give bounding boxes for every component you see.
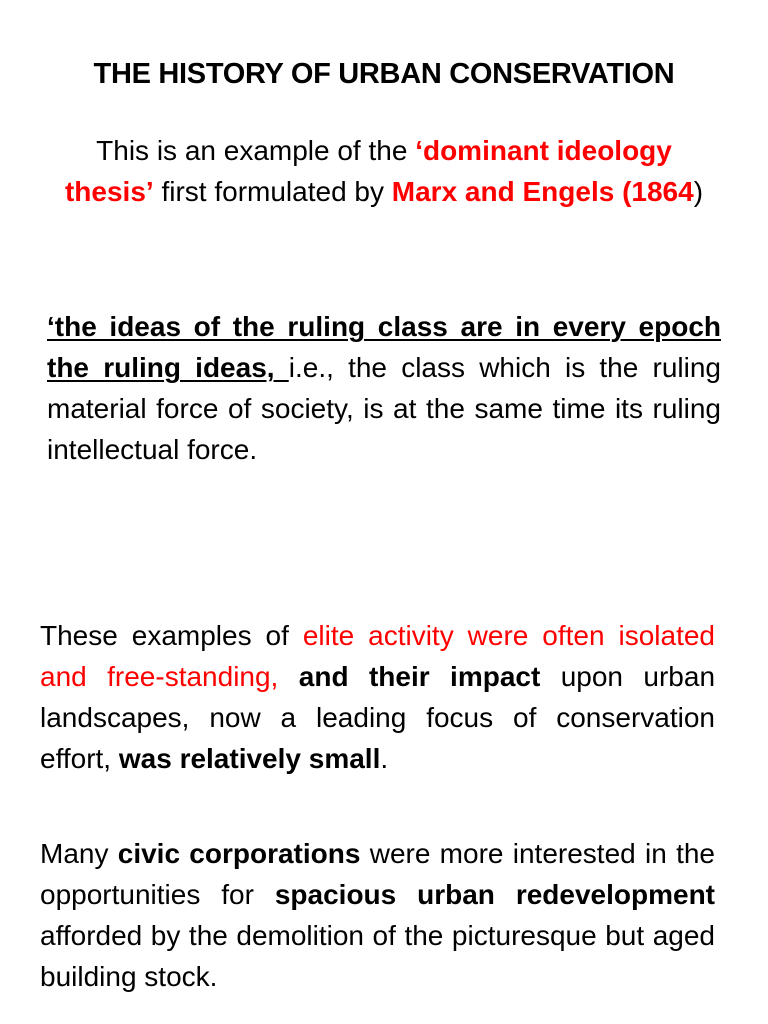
civic-corporations-emphasis: civic corporations	[117, 838, 361, 869]
para1-period: .	[380, 743, 389, 774]
elite-activity-paragraph	[40, 615, 715, 779]
slide-title: THE HISTORY OF URBAN CONSERVATION	[93, 58, 675, 90]
marx-engels-citation: Marx and Engels (1864	[391, 176, 694, 207]
para2-text-2: were more interested in the opportunities for	[40, 838, 715, 910]
relatively-small-emphasis: was relatively small	[118, 743, 381, 774]
para1-text-1: These examples of	[40, 620, 303, 651]
intro-paragraph	[60, 130, 708, 212]
quote-text: i.e., the class which is the ruling material force of society, is at the same time its ruling intellectual force.	[47, 352, 721, 465]
quote-paragraph	[47, 306, 721, 470]
civic-corporations-paragraph	[40, 833, 715, 997]
intro-text: This is an example of the	[96, 135, 416, 166]
intro-text-2: first formulated by	[153, 176, 392, 207]
elite-activity-highlight: elite activity were often isolated and free-standing,	[40, 620, 716, 692]
para2-text-1: Many	[40, 838, 118, 869]
para1-space	[278, 661, 298, 692]
quote-emphasis: ‘the ideas of the ruling class are in every epoch the ruling ideas,	[47, 311, 721, 383]
dominant-ideology-term: ‘dominant ideology thesis’	[64, 135, 672, 207]
para2-text-3: afforded by the demolition of the picturesque but aged building stock.	[40, 920, 715, 992]
citation-close-paren: )	[693, 176, 704, 207]
para1-text-2: upon urban landscapes, now a leading focus of conservation effort,	[40, 661, 716, 774]
impact-emphasis: and their impact	[298, 661, 541, 692]
redevelopment-emphasis: spacious urban redevelopment	[274, 879, 715, 910]
